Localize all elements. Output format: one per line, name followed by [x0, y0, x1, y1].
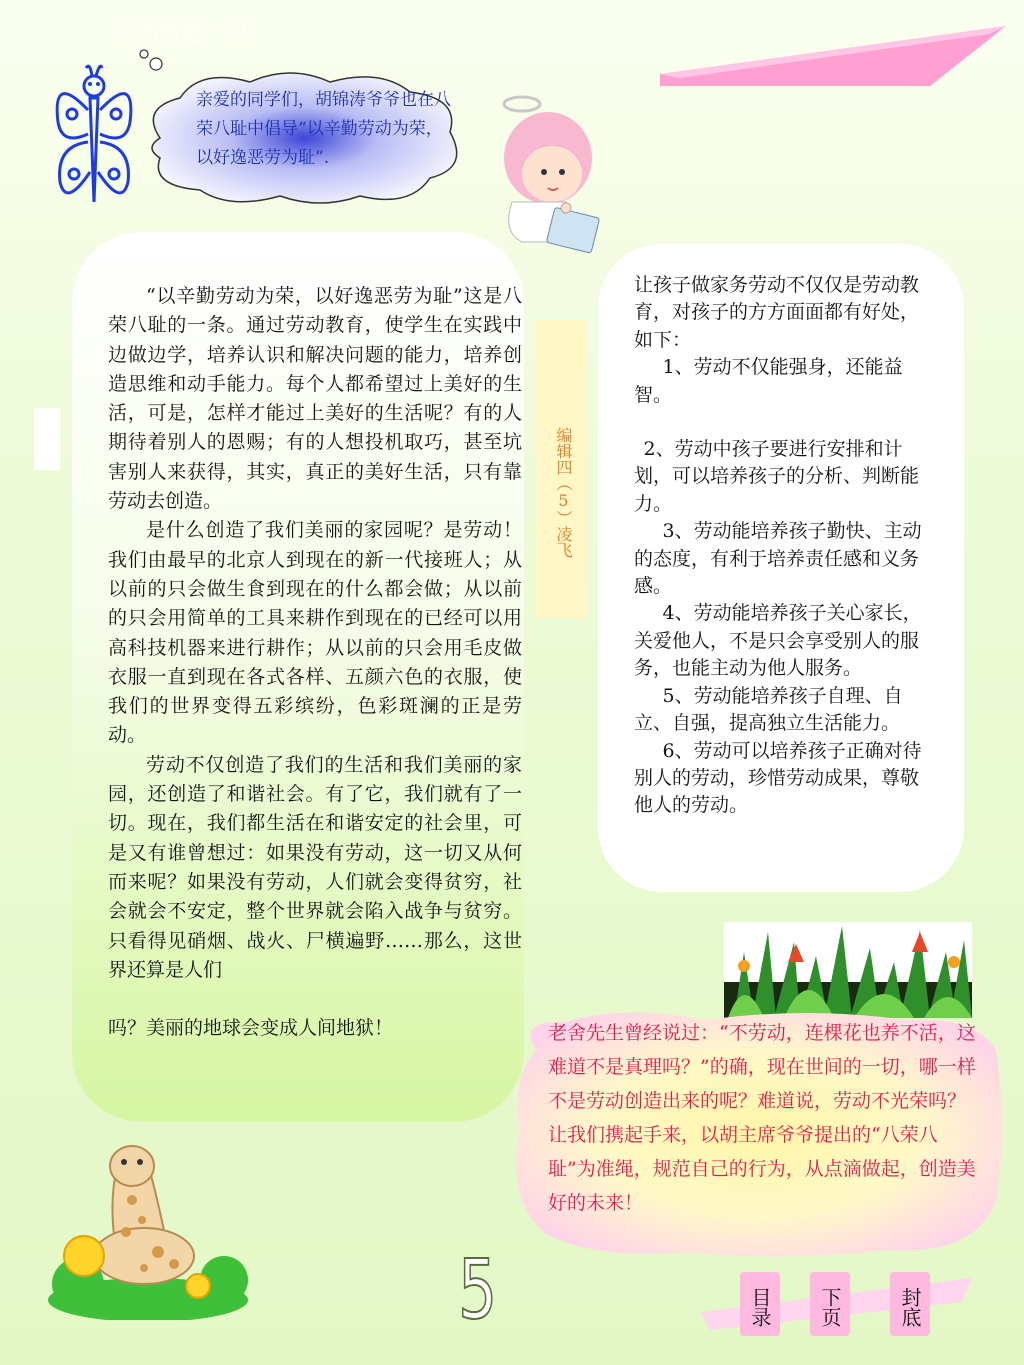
toc-button[interactable]: 目录 — [740, 1272, 780, 1336]
plants-illustration — [724, 922, 972, 1018]
list-item: 5、劳动能培养孩子自理、自立、自强，提高独立生活能力。 — [634, 684, 903, 735]
article-paragraph: 劳动不仅创造了我们的生活和我们美丽的家园，还创造了和谐社会。有了它，我们就有了一切。现在，我们都生活在和谐安定的社会里，可是又有谁曾想过：如果没有劳动，这一切又从何而来呢？如果没有劳动，人们就会变得贫穷，社会就会不安定，整个世界就会陷入战争与贫穷。只看得见硝烟、战火、尸横遍野……那么，这世界还算是人们 — [108, 753, 522, 981]
giraffe-icon — [48, 1140, 252, 1320]
article-paragraph: 是什么创造了我们美丽的家园呢？是劳动！我们由最早的北京人到现在的新一代接班人；从以前的只会做生食到现在的什么都会做；从以前的只会用简单的工具来耕作到现在的已经可以用高科技机器来进行耕作；从以前的只会用毛皮做衣服一直到现在各式各样、五颜六色的衣服，使我们的世界变得五彩缤纷，色彩斑澜的正是劳动。 — [108, 519, 522, 747]
editor-credit: 编辑四（5）凌飞 — [554, 426, 573, 558]
page-number: 5 — [458, 1243, 498, 1338]
list-item: 2、劳动中孩子要进行安排和计划，可以培养孩子的分析、判断能力。 — [634, 438, 920, 515]
benefits-list — [634, 272, 930, 820]
header-banner — [660, 26, 1006, 86]
article-paragraph: “以辛勤劳动为荣，以好逸恶劳为耻”这是八荣八耻的一条。通过劳动教育，使学生在实践中边做边学，培养认识和解决问题的能力，培养创造思维和动手能力。每个人都希望过上美好的生活，可是，怎样才能过上美好的生活呢？有的人期待着别人的恩赐；有的人想投机取巧，甚至坑害别人来获得，其实，真正的美好生活，只有靠劳动去创造。 — [108, 285, 522, 513]
cloud-dots — [136, 44, 176, 78]
main-article — [108, 282, 522, 1043]
article-paragraph: 吗？美丽的地球会变成人间地狱！ — [108, 1017, 394, 1040]
angel-girl-icon — [492, 92, 604, 262]
bubble-text: 亲爱的同学们，胡锦涛爷爷也在八荣八耻中倡导“以辛勤劳动为荣，以好逸恶劳为耻”. — [196, 90, 451, 168]
list-item: 1、劳动不仅能强身，还能益智。 — [634, 356, 903, 406]
left-edge-tab — [34, 408, 60, 470]
back-cover-button[interactable]: 封底 — [890, 1272, 930, 1336]
butterfly-icon — [52, 62, 136, 212]
banner-title: 劳动创造一切 — [113, 21, 246, 46]
laoshe-quote: 老舍先生曾经说过：“不劳动，连棵花也养不活，这难道不是真理吗？”的确，现在世间的一切，哪一样不是劳动创造出来的呢？难道说，劳动不光荣吗？让我们携起手来，以胡主席爷爷提出的“八荣八耻”为准绳，规范自己的行为，从点滴做起，创造美好的未来！ — [548, 1022, 976, 1214]
next-page-button[interactable]: 下页 — [810, 1272, 850, 1336]
list-item: 6、劳动可以培养孩子正确对待别人的劳动，珍惜劳动成果，尊敬他人的劳动。 — [634, 739, 922, 817]
list-item: 4、劳动能培养孩子关心家长，关爱他人，不是只会享受别人的服务，也能主动为他人服务。 — [634, 602, 922, 680]
list-item: 3、劳动能培养孩子勤快、主动的态度，有利于培养责任感和义务感。 — [634, 520, 922, 598]
benefits-intro: 让孩子做家务劳动不仅仅是劳动教育，对孩子的方方面面都有好处，如下： — [634, 274, 920, 351]
